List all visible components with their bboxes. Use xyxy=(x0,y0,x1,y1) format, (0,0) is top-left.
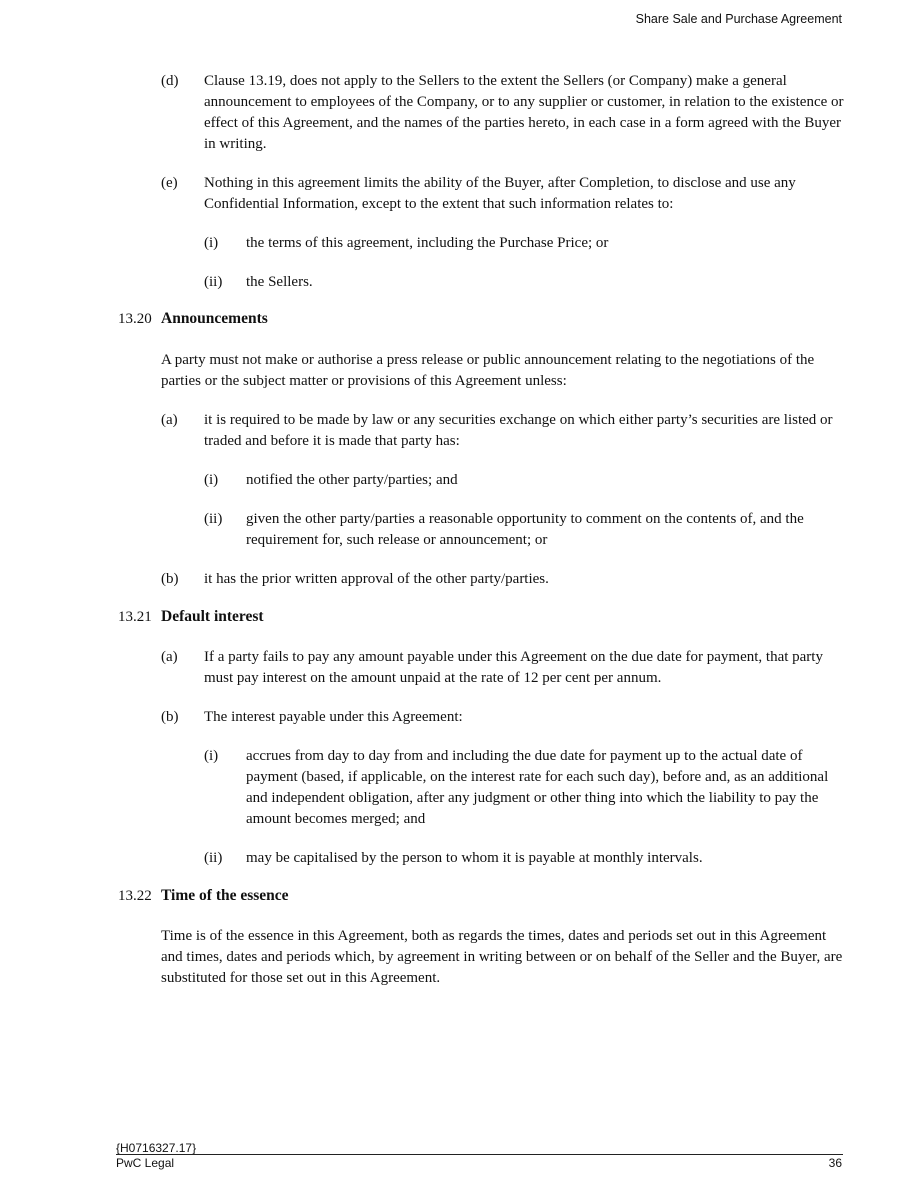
clause-13-20-a-label: (a) xyxy=(161,412,178,428)
clause-13-19-d-label: (d) xyxy=(161,73,179,89)
clause-13-21-b-text: The interest payable under this Agreement: xyxy=(204,709,463,725)
clause-13-21-a-text: If a party fails to pay any amount payable under this Agreement on the due date for payment, that party must pay interest on the amount unpaid at the rate of 12 per cent per annum. xyxy=(204,649,823,686)
clause-13-20-intro: A party must not make or authorise a press release or public announcement relating to the negotiations of the parties or the subject matter or provisions of this Agreement unless: xyxy=(161,352,815,389)
clause-13-22-number: 13.22 xyxy=(118,888,152,904)
clause-13-20-a-ii-label: (ii) xyxy=(204,511,223,527)
clause-13-21-b-label: (b) xyxy=(161,709,179,725)
clause-13-20-b-label: (b) xyxy=(161,571,179,587)
clause-13-20-a-i-label: (i) xyxy=(204,472,219,488)
footer-document-reference: {H0716327.17} xyxy=(116,1141,197,1155)
footer-organisation: PwC Legal xyxy=(116,1156,175,1170)
clause-13-20-a-ii-text: given the other party/parties a reasonable opportunity to comment on the contents of, and the requirement for, such release or announcement; or xyxy=(246,511,804,548)
clause-13-19-d-text: Clause 13.19, does not apply to the Sellers to the extent the Sellers (or Company) make a general announcement to employees of the Company, or to any supplier or customer, in relation to the existence or effect of this Agreement, and the names of the parties hereto, in each case in a form agreed with the Buyer in writing. xyxy=(204,73,844,152)
clause-13-21-title: Default interest xyxy=(161,608,264,625)
clause-13-20-a-text: it is required to be made by law or any securities exchange on which either party’s securities are listed or traded and before it is made that party has: xyxy=(204,412,833,449)
clause-13-21-b-ii-label: (ii) xyxy=(204,850,223,866)
clause-13-19-e-label: (e) xyxy=(161,175,178,191)
running-header: Share Sale and Purchase Agreement xyxy=(635,12,842,26)
clause-13-21-number: 13.21 xyxy=(118,609,152,625)
clause-13-19-e-text: Nothing in this agreement limits the ability of the Buyer, after Completion, to disclose and use any Confidential Information, except to the extent that such information relates to: xyxy=(204,175,796,212)
clause-13-20-title: Announcements xyxy=(161,310,268,327)
clause-13-19-e-ii-text: the Sellers. xyxy=(246,274,313,290)
clause-13-20-number: 13.20 xyxy=(118,311,152,327)
clause-13-22-title: Time of the essence xyxy=(161,887,289,904)
clause-13-19-e-i-label: (i) xyxy=(204,235,219,251)
clause-13-21-a-label: (a) xyxy=(161,649,178,665)
clause-13-20-b-text: it has the prior written approval of the other party/parties. xyxy=(204,571,549,587)
page-number: 36 xyxy=(828,1156,842,1170)
clause-13-21-b-i-text: accrues from day to day from and including the due date for payment up to the actual date of payment (based, if applicable, on the interest rate for each such day), before and, as an additional and independent obligation, after any judgment or other thing into which the liability to pay the amount becomes merged; and xyxy=(246,748,829,827)
clause-13-20-a-i-text: notified the other party/parties; and xyxy=(246,472,458,488)
clause-13-21-b-i-label: (i) xyxy=(204,748,219,764)
footer-divider xyxy=(116,1154,843,1155)
clause-13-19-e-ii-label: (ii) xyxy=(204,274,223,290)
clause-13-22-text: Time is of the essence in this Agreement, both as regards the times, dates and periods set out in this Agreement and times, dates and periods which, by agreement in writing between or on behalf of the Seller and the Buyer, are substituted for those set out in this Agreement. xyxy=(161,928,843,986)
clause-13-21-b-ii-text: may be capitalised by the person to whom it is payable at monthly intervals. xyxy=(246,850,703,866)
clause-13-19-e-i-text: the terms of this agreement, including the Purchase Price; or xyxy=(246,235,609,251)
